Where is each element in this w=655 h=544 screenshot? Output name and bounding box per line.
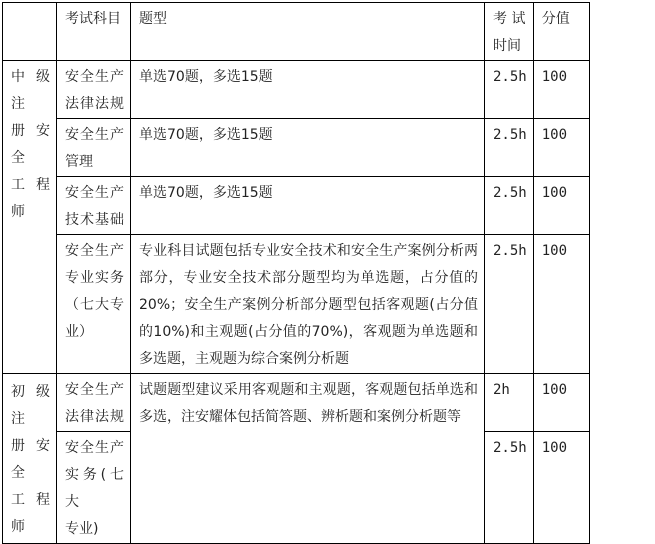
table-row bbox=[3, 235, 590, 374]
subject-cell: 安全生产 管理 bbox=[57, 119, 131, 177]
table-row bbox=[3, 61, 590, 119]
subject-cell: 安全生产 法律法规 bbox=[57, 374, 131, 432]
table-row bbox=[3, 177, 590, 235]
time-cell: 2.5h bbox=[485, 432, 534, 544]
type-cell: 单选70题，多选15题 bbox=[131, 119, 485, 177]
level-junior: 初级注 册安全 工程师 bbox=[3, 374, 57, 544]
time-cell: 2h bbox=[485, 374, 534, 432]
score-cell: 100 bbox=[533, 235, 589, 374]
type-cell: 单选70题，多选15题 bbox=[131, 61, 485, 119]
time-cell: 2.5h bbox=[485, 177, 534, 235]
score-cell: 100 bbox=[533, 432, 589, 544]
score-cell: 100 bbox=[533, 61, 589, 119]
time-cell: 2.5h bbox=[485, 61, 534, 119]
header-type: 题型 bbox=[131, 3, 485, 61]
level-intermediate: 中级注 册安全 工程师 bbox=[3, 61, 57, 374]
header-time: 考 试 时间 bbox=[485, 3, 534, 61]
subject-cell: 安全生产 技术基础 bbox=[57, 177, 131, 235]
header-row bbox=[3, 3, 590, 61]
type-cell: 单选70题，多选15题 bbox=[131, 177, 485, 235]
header-blank bbox=[3, 3, 57, 61]
subject-cell: 安全生产 法律法规 bbox=[57, 61, 131, 119]
score-cell: 100 bbox=[533, 119, 589, 177]
subject-cell: 安全生产 实务(七大 专业) bbox=[57, 432, 131, 544]
exam-table bbox=[2, 2, 590, 544]
table-row bbox=[3, 374, 590, 432]
header-subject: 考试科目 bbox=[57, 3, 131, 61]
subject-cell: 安全生产 专业实务 （七大专 业） bbox=[57, 235, 131, 374]
table-row bbox=[3, 119, 590, 177]
type-cell: 试题题型建议采用客观题和主观题，客观题包括单选和多选，注安耀体包括简答题、辨析题和案例分析题等 bbox=[131, 374, 485, 544]
time-cell: 2.5h bbox=[485, 119, 534, 177]
type-cell: 专业科目试题包括专业安全技术和安全生产案例分析两部分，专业安全技术部分题型均为单选题，占分值的20%；安全生产案例分析部分题型包括客观题(占分值的10%)和主观题(占分值的70%)，客观题为单选题和多选题，主观题为综合案例分析题 bbox=[131, 235, 485, 374]
header-score: 分值 bbox=[533, 3, 589, 61]
time-cell: 2.5h bbox=[485, 235, 534, 374]
score-cell: 100 bbox=[533, 374, 589, 432]
score-cell: 100 bbox=[533, 177, 589, 235]
